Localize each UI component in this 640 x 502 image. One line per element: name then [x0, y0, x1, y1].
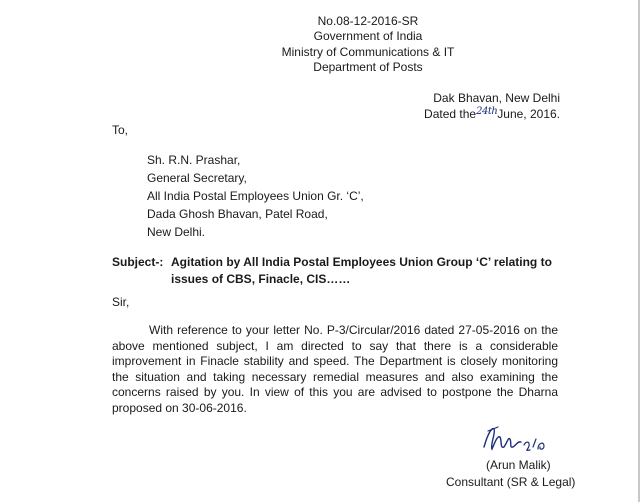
- addressee-street: Dada Ghosh Bhavan, Patel Road,: [147, 207, 328, 221]
- reference-number: No.08-12-2016-SR: [317, 14, 419, 28]
- to-label: To,: [112, 123, 129, 137]
- body-line: concerns raised by you. In view of this you are advised to postpone the Dharna: [112, 385, 558, 400]
- subject-line-2: issues of CBS, Finacle, CIS……: [171, 272, 351, 286]
- subject-line-1: Agitation by All India Postal Employees Union Group ‘C’ relating to: [171, 255, 552, 269]
- body-paragraph: [112, 323, 558, 417]
- org-government: Government of India: [313, 29, 423, 43]
- date-suffix: June, 2016.: [497, 107, 560, 121]
- letter-date: [424, 107, 560, 123]
- addressee-title: General Secretary,: [147, 171, 247, 185]
- salutation: Sir,: [112, 295, 130, 309]
- handwritten-date-day: 24th: [476, 106, 498, 117]
- handwritten-signature: [478, 423, 558, 459]
- body-line: proposed on 30-06-2016.: [112, 400, 247, 415]
- letter-place: Dak Bhavan, New Delhi: [433, 91, 560, 105]
- addressee-name: Sh. R.N. Prashar,: [147, 153, 241, 167]
- subject-label: Subject-:: [112, 255, 164, 269]
- org-department: Department of Posts: [313, 60, 423, 74]
- signatory-name: (Arun Malik): [486, 458, 551, 472]
- body-line: above mentioned subject, I am directed to say that there is a considerable: [112, 338, 558, 353]
- signatory-designation: Consultant (SR & Legal): [446, 475, 576, 489]
- addressee-city: New Delhi.: [147, 225, 206, 239]
- org-ministry: Ministry of Communications & IT: [281, 45, 455, 59]
- date-prefix: Dated the: [424, 107, 477, 121]
- body-line: the situation and taking necessary remedial measures and also examining the: [112, 369, 558, 384]
- body-line: With reference to your letter No. P-3/Circular/2016 dated 27-05-2016 on the: [149, 323, 558, 337]
- body-line: improvement in Finacle stability and speed. The Department is closely monitoring: [112, 354, 558, 369]
- addressee-union: All India Postal Employees Union Gr. ‘C’,: [147, 189, 364, 203]
